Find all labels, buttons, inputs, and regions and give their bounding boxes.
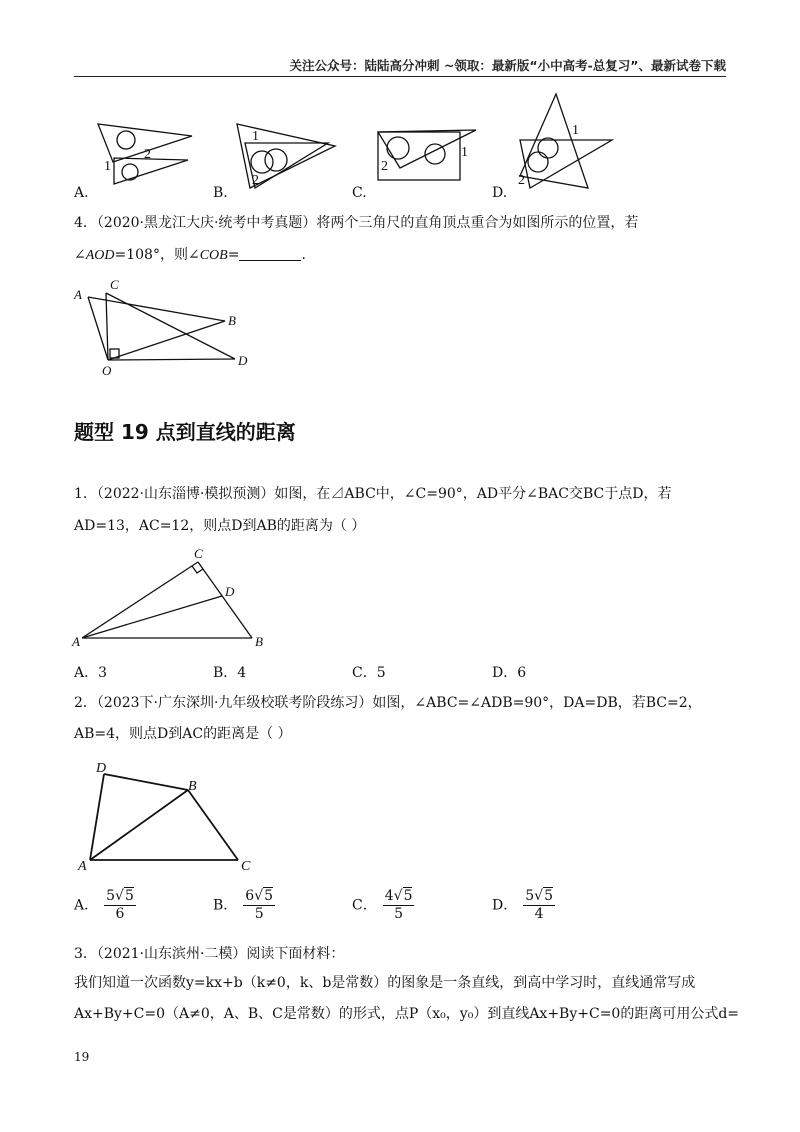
fig-b-label-1: 1 [252,129,259,144]
p1-figure [70,544,270,650]
p2-line2: AB=4，则点D到AC的距离是（ ） [74,726,292,742]
q4-label-d: D [238,353,248,368]
p2-label-a: A [78,859,87,872]
prev-option-a: A. [74,185,89,201]
fig-d-label-2: 2 [518,173,525,188]
top-figures [80,88,620,193]
fig-c-label-2: 2 [381,159,388,174]
p1-line1: 1．（2022·山东淄博·模拟预测）如图，在⊿ABC中，∠C=90°，AD平分∠BAC交BC于点D，若 [74,486,672,502]
fig-b-label-2: 2 [252,173,259,188]
p1-line2: AD=13，AC=12，则点D到AB的距离为（ ） [74,518,366,534]
q4-label-o: O [102,363,112,378]
fig-d-label-1: 1 [572,123,579,138]
prev-option-b: B. [213,185,228,201]
p1-label-a: A [72,634,80,649]
p2-option-d[interactable]: D． $\frac{5√5}{4}$ [492,888,553,922]
p2-label-d: D [96,761,107,776]
p1-label-b: B [255,634,263,649]
q4-label-a: A [74,287,82,302]
p2-option-b[interactable]: B． $\frac{6√5}{5}$ [213,888,274,922]
p2-label-c: C [241,859,251,872]
p3-line1: 3．（2021·山东滨州·二模）阅读下面材料： [74,946,345,962]
q4-line2: ∠AOD=108°，则∠COB= . [74,247,306,263]
p1-option-b[interactable]: B．4 [213,665,247,681]
header-rule [74,76,726,77]
fig-c-label-1: 1 [461,145,468,160]
prev-option-c: C. [352,185,367,201]
p1-label-d: D [225,584,235,599]
p1-option-d[interactable]: D．6 [492,665,527,681]
section-title: 题型 19 点到直线的距离 [74,420,296,444]
answer-blank[interactable] [239,246,301,261]
q4-figure [70,275,260,380]
p3-line2: 我们知道一次函数y=kx+b（k≠0，k、b是常数）的图象是一条直线，到高中学习时，直线通常写成 [74,975,696,991]
p2-option-c[interactable]: C． $\frac{4√5}{5}$ [352,888,413,922]
q4-line1: 4．（2020·黑龙江大庆·统考中考真题）将两个三角尺的直角顶点重合为如图所示的位置，若 [74,215,639,231]
p1-label-c: C [194,546,203,561]
fig-a-label-1: 1 [104,159,111,174]
p2-option-a[interactable]: A． $\frac{5√5}{6}$ [74,888,134,922]
page-number: 19 [74,1050,90,1064]
p2-line1: 2．（2023下·广东深圳·九年级校联考阶段练习）如图，∠ABC=∠ADB=90°，DA=DB，若BC=2， [74,695,702,711]
fig-a-triangle-bottom [114,158,188,184]
p1-option-a[interactable]: A．3 [74,665,108,681]
p2-figure [70,760,270,872]
q4-label-c: C [110,277,119,292]
p2-label-b: B [188,779,197,794]
page-header: 关注公众号：陆陆高分冲刺 ~领取：最新版“小中高考-总复习”、最新试卷下载 [289,58,726,73]
p1-option-c[interactable]: C．5 [352,665,386,681]
p3-line3: Ax+By+C=0（A≠0，A、B、C是常数）的形式，点P（x₀，y₀）到直线Ax+By+C=0的距离可用公式d= [74,1006,740,1022]
prev-option-d: D. [492,185,508,201]
q4-label-b: B [228,313,236,328]
fig-a-label-2: 2 [144,147,151,162]
